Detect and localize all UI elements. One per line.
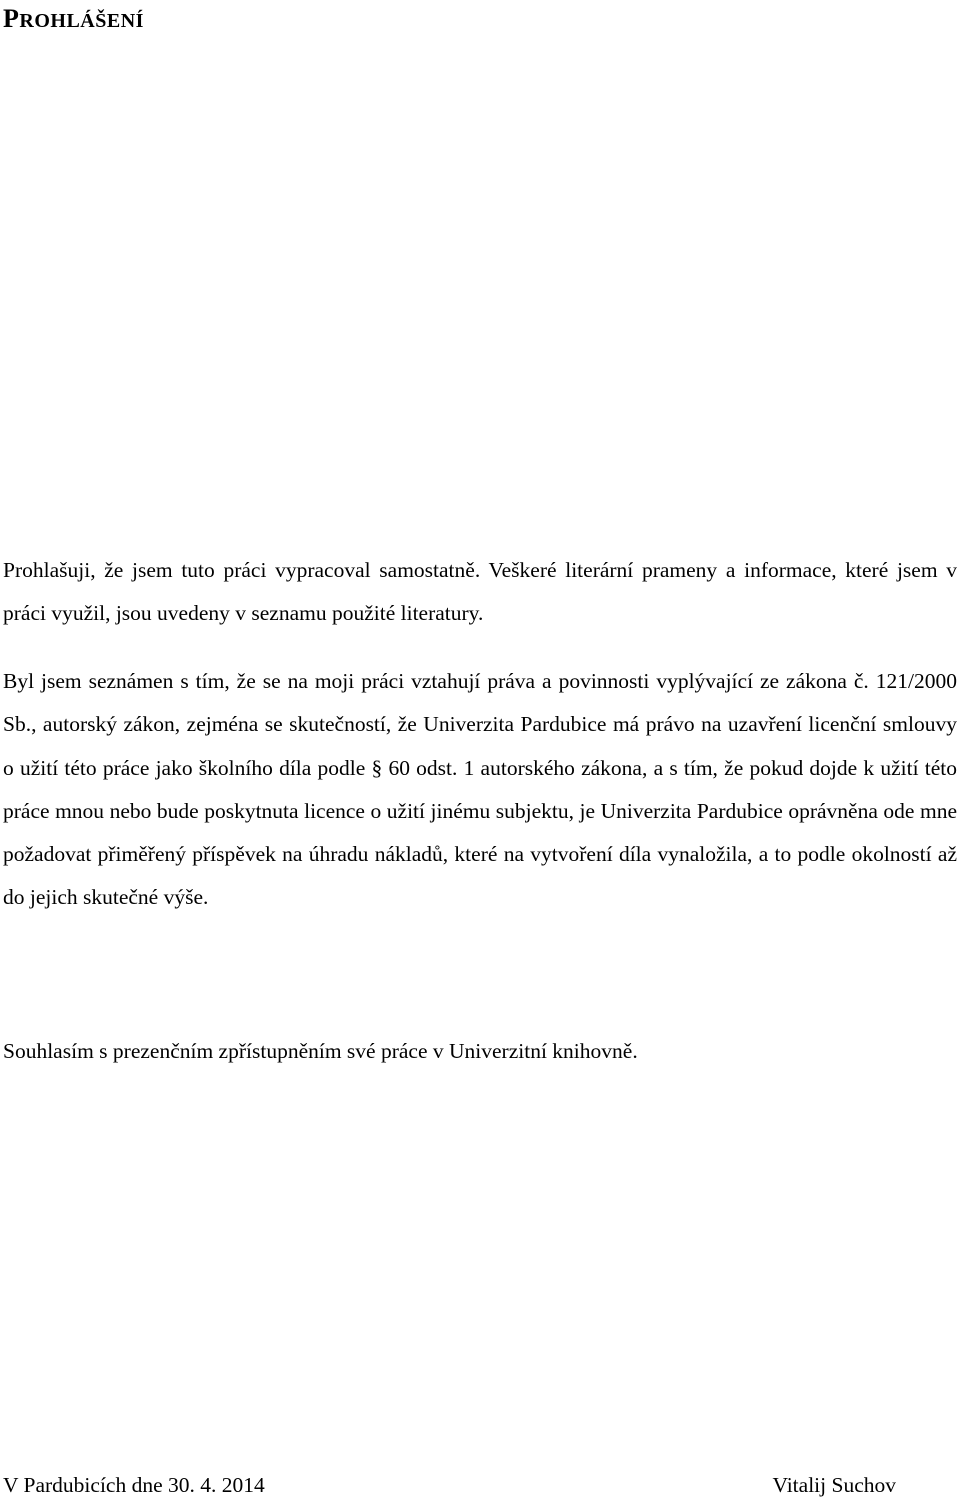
- declaration-paragraph-originality: Prohlašuji, že jsem tuto práci vypracoval samostatně. Veškeré literární prameny a informace, které jsem v práci využil, jsou uvedeny v seznamu použité literatury.: [3, 558, 957, 626]
- page-title-initial: P: [3, 4, 20, 33]
- place-and-date: V Pardubicích dne 30. 4. 2014: [3, 1473, 265, 1497]
- author-name: Vitalij Suchov: [772, 1473, 896, 1497]
- page-title: [3, 4, 144, 36]
- declaration-paragraph-copyright: Byl jsem seznámen s tím, že se na moji práci vztahují práva a povinnosti vyplývající ze zákona č. 121/2000 Sb., autorský zákon, zejména se skutečností, že Univerzita Pardubice má právo na uzavření licenční smlouvy o užití této práce jako školního díla podle § 60 odst. 1 autorského zákona, a s tím, že pokud dojde k užití této práce mnou nebo bude poskytnuta licence o užití jinému subjektu, je Univerzita Pardubice oprávněna ode mne požadovat přiměřený příspěvek na úhradu nákladů, které na vytvoření díla vynaložila, a to podle okolností až do jejich skutečné výše.: [3, 669, 957, 910]
- declaration-paragraph-library-consent: Souhlasím s prezenčním zpřístupněním své práce v Univerzitní knihovně.: [3, 1039, 638, 1063]
- page-title-rest: ROHLÁŠENÍ: [19, 10, 144, 32]
